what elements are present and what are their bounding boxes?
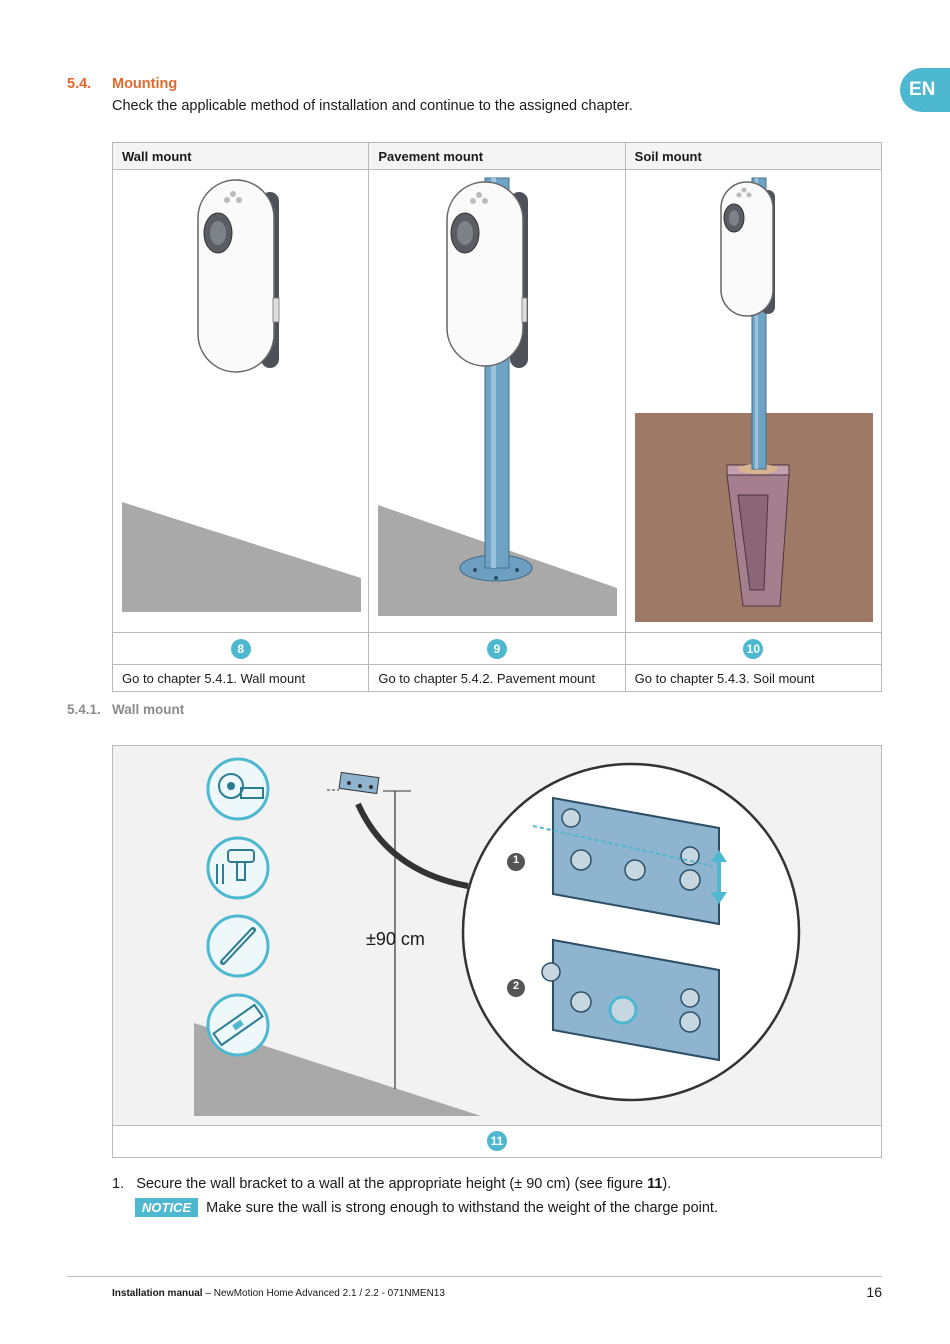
notice-text: Make sure the wall is strong enough to withstand the weight of the charge point. <box>206 1200 718 1216</box>
notice-line <box>135 1198 718 1217</box>
charger-body <box>721 182 773 316</box>
step-text-end: ). <box>662 1176 672 1192</box>
header-soil-mount: Soil mount <box>625 143 881 170</box>
pavement-mount-illustration <box>369 170 625 633</box>
charger-body <box>198 180 274 372</box>
step-figure-ref: 11 <box>647 1176 663 1192</box>
wall-mount-illustration <box>113 170 369 633</box>
height-label: ±90 cm <box>366 929 425 949</box>
figure-badge-10: 10 <box>743 639 763 659</box>
header-wall-mount: Wall mount <box>113 143 369 170</box>
figure-11-caption-bar <box>113 1125 881 1157</box>
figure-badge-9: 9 <box>487 639 507 659</box>
charger-body <box>447 182 523 366</box>
step-badge-1: 1 <box>512 854 520 866</box>
section-number: 5.4. <box>67 76 92 92</box>
soil-mount-illustration <box>625 170 881 633</box>
section-title: Mounting <box>112 76 178 92</box>
subsection-title: Wall mount <box>112 702 185 717</box>
mounting-table <box>112 142 882 692</box>
page-number: 16 <box>866 1284 882 1300</box>
link-pavement-mount: Go to chapter 5.4.2. Pavement mount <box>369 665 625 692</box>
link-wall-mount: Go to chapter 5.4.1. Wall mount <box>113 665 369 692</box>
figure-badge-8: 8 <box>231 639 251 659</box>
table-image-row <box>113 170 882 633</box>
footer-title-rest: – NewMotion Home Advanced 2.1 / 2.2 - 071NMEN13 <box>202 1288 445 1299</box>
footer-title-bold: Installation manual <box>112 1288 203 1299</box>
table-link-row <box>113 665 882 692</box>
link-soil-mount: Go to chapter 5.4.3. Soil mount <box>625 665 881 692</box>
footer-divider <box>67 1276 882 1277</box>
notice-label: NOTICE <box>135 1198 198 1217</box>
step-number: 1. <box>112 1176 125 1192</box>
header-pavement-mount: Pavement mount <box>369 143 625 170</box>
spirit-level-icon <box>208 995 268 1055</box>
wall-bracket-small <box>339 772 379 793</box>
tape-measure-icon <box>208 759 268 819</box>
step-text: Secure the wall bracket to a wall at the appropriate height (± 90 cm) (see figure <box>136 1176 648 1192</box>
drill-icon <box>208 838 268 898</box>
figure-11-box <box>112 745 882 1158</box>
section-intro: Check the applicable method of installation and continue to the assigned chapter. <box>112 98 633 114</box>
table-header-row <box>113 143 882 170</box>
table-figure-row <box>113 633 882 665</box>
figure-badge-11: 11 <box>487 1131 507 1151</box>
footer-title <box>112 1288 445 1299</box>
step-badge-2: 2 <box>512 980 520 992</box>
language-tab: EN <box>900 68 950 112</box>
instruction-step <box>112 1176 671 1192</box>
subsection-number: 5.4.1. <box>67 702 101 717</box>
pencil-icon <box>208 916 268 976</box>
